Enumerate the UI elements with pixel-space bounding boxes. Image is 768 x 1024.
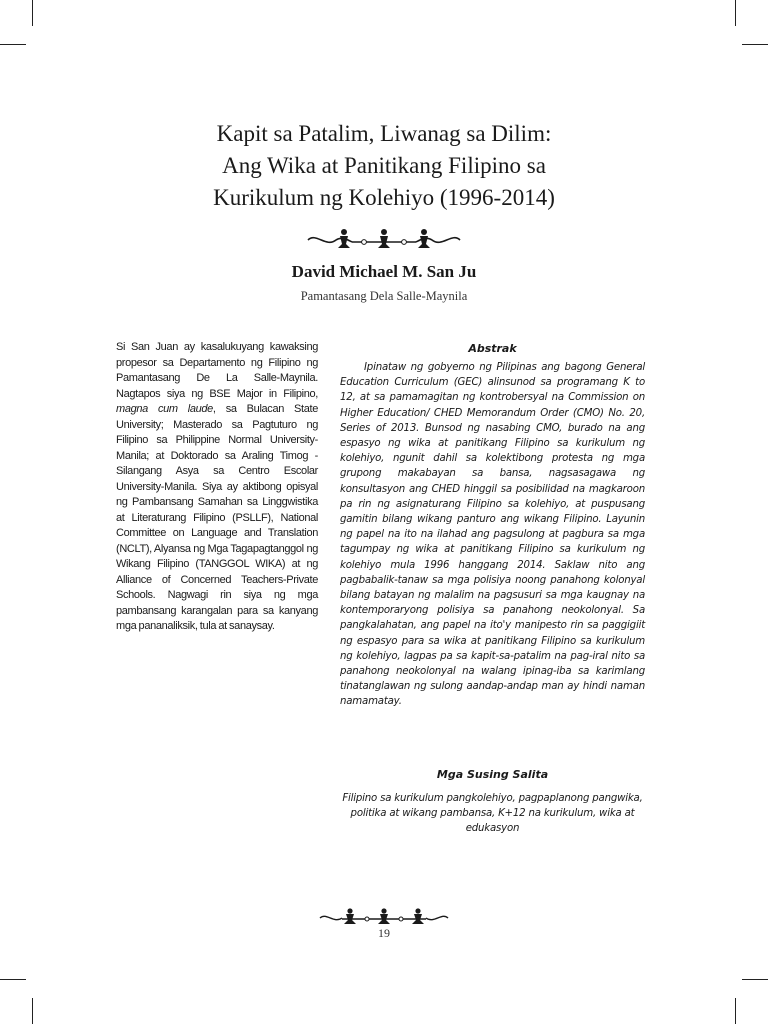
abstract-body: Ipinataw ng gobyerno ng Pilipinas ang bagong General Education Curriculum (GEC) alinsunod sa programang K to 12, at sa pamamagitan ng kontrobersyal na Commission on Higher Education/ CHED Memorandum Order (CMO) No. 20, Series of 2013. Bunsod ng nasabing CMO, burado na ang espasyo ng wika at panitikang Filipino sa kurikulum ng kolehiyo, ngunit dahil sa kolektibong protesta ng mga grupong makabayan sa bansa, nagsasagawa ng konsultasyon ang CHED hinggil sa posibilidad na magkaroon pa rin ng asignaturang Filipino sa kolehiyo, at puspusang gamitin bilang wikang panturo ang wikang Filipino. Layunin ng papel na ito na ilahad ang pagsulong at pagbura sa mga tagumpay ng wika at panitikang Filipino sa kurikulum ng kolehiyo mula 1996 hanggang 2014. Saklaw nito ang pagbabalik-tanaw sa mga polisiya noong panahong kolonyal bilang batayan ng malalim na pagsusuri sa mga kaugnay na kontemporaryong polisiya sa panahong neokolonyal. Sa pangkalahatan, ang papel na ito'y manipesto rin sa paggigiit ng espasyo para sa wika at panitikang Filipino sa kurikulum ng kolehiyo, lagpas pa sa kapit-sa-patalim na pag-iral nito sa panahong neokolonyal na walang ipinag-iba sa karimlang tinatanglawan ng sulong aandap-andap man ay hindi naman namamatay. [340, 362, 645, 708]
author-name: David Michael M. San Ju [291, 262, 477, 281]
bio-text-2: , sa Bulacan State University; Masterado sa Pagtuturo ng Filipino sa Philippine Normal University-Manila; at Doktorado sa Araling Timog -Silangang Asya sa Centro Escolar University-Manila. Siya ay aktibong opisyal ng Pambansang Samahan sa Linggwistika at Literaturang Filipino (PSLLF), National Committee on Language and Translation (NCLT), Alyansa ng Mga Tagapagtanggol ng Wikang Filipino (TANGGOL WIKA) at ng Alliance of Concerned Teachers-Private Schools. Nagwagi rin siya ng mga pambansang karangalan para sa kanyang mga pananaliksik, tula at sanaysay. [116, 403, 318, 632]
author-affiliation: Pamantasang Dela Salle-Maynila [300, 289, 468, 303]
author-bio [116, 340, 318, 635]
article-title [120, 118, 648, 214]
abstract-heading: Abstrak [468, 342, 517, 355]
ornament-divider-icon [318, 906, 450, 928]
keywords-body: Filipino sa kurikulum pangkolehiyo, pagpaplanong pangwika, politika at wikang pambansa, K+12 na kurikulum, wika at edukasyon [342, 793, 643, 834]
title-line-1: Kapit sa Patalim, Liwanag sa Dilim: [216, 121, 552, 146]
bio-italic: magna cum laude [116, 403, 213, 415]
keywords-heading: Mga Susing Salita [436, 768, 549, 781]
title-line-2: Ang Wika at Panitikang Filipino sa [222, 153, 546, 178]
bio-text-1: Si San Juan ay kasalukuyang kawaksing propesor sa Departamento ng Filipino ng Pamantasang De La Salle-Maynila. Nagtapos siya ng BSE Major in Filipino, [116, 341, 318, 400]
ornament-divider-icon [306, 226, 462, 254]
page-number: 19 [378, 926, 390, 940]
title-line-3: Kurikulum ng Kolehiyo (1996-2014) [213, 185, 555, 210]
